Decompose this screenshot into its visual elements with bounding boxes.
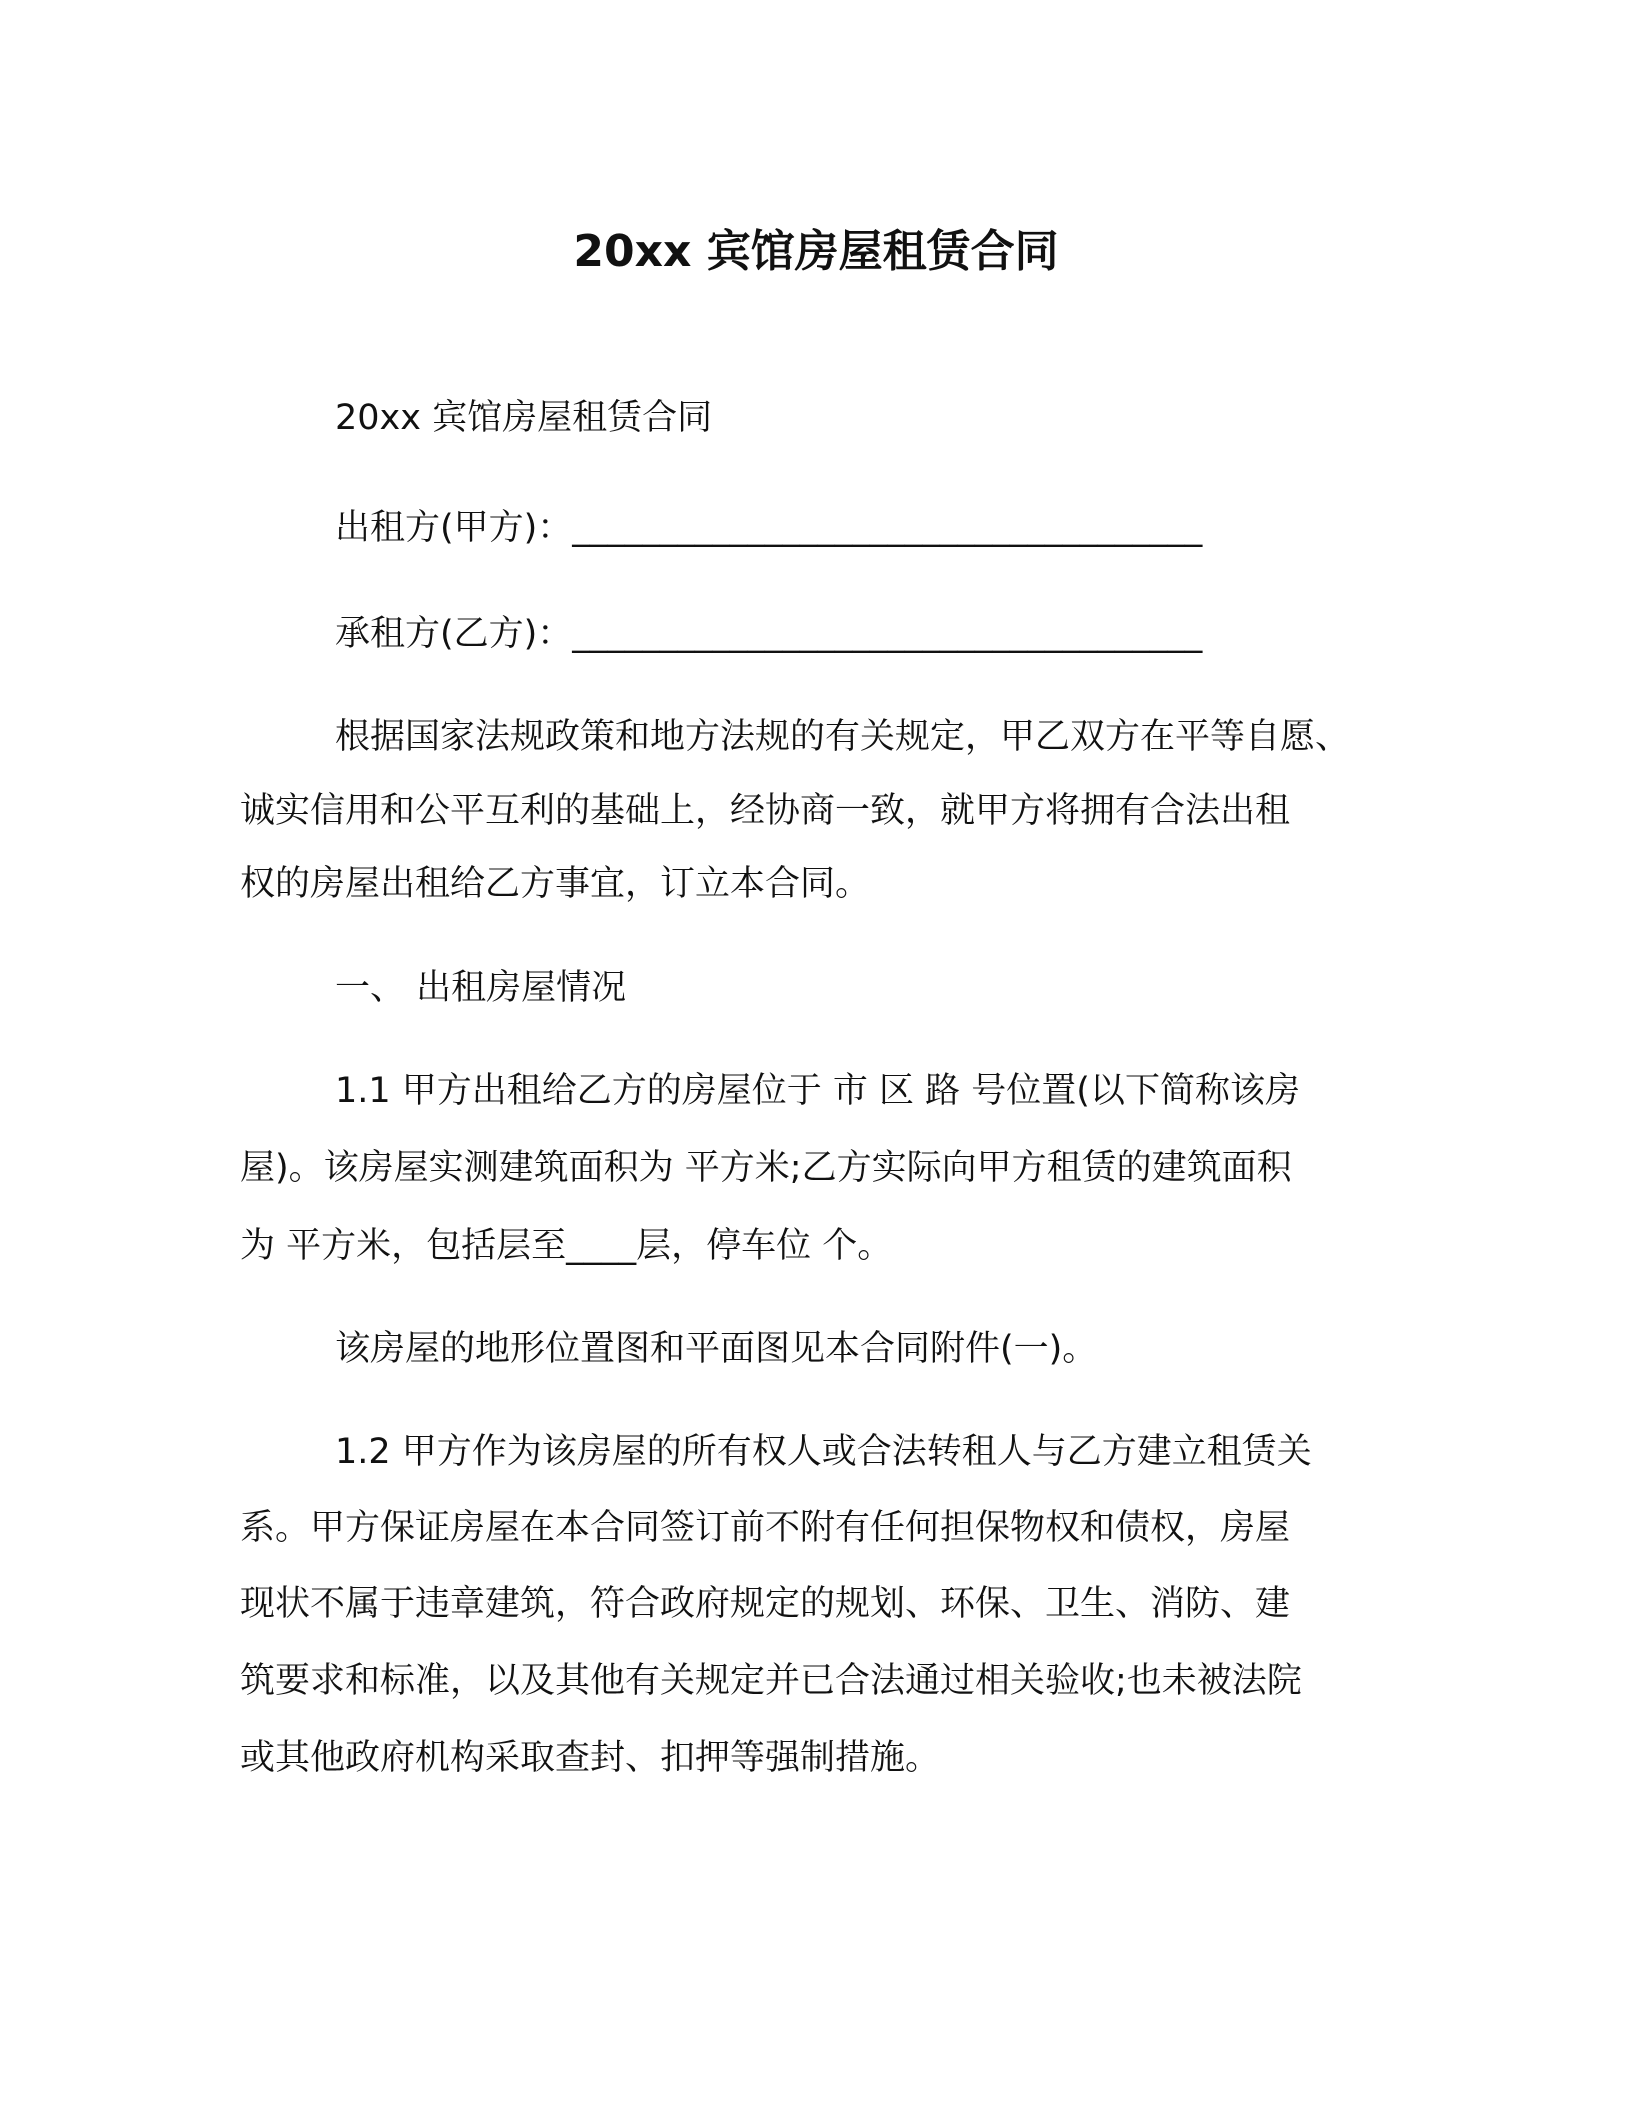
clause-1-1-line-1: 1.1 甲方出租给乙方的房屋位于 市 区 路 号位置(以下简称该房 <box>335 1071 1300 1111</box>
lessor-line: 出租方(甲方)：____________________________________ <box>335 508 1203 548</box>
clause-1-2-line-2: 系。甲方保证房屋在本合同签订前不附有任何担保物权和债权，房屋 <box>240 1508 1291 1548</box>
clause-1-2-line-1: 1.2 甲方作为该房屋的所有权人或合法转租人与乙方建立租赁关 <box>335 1432 1312 1472</box>
clause-1-1-line-3: 为 平方米，包括层至____层，停车位 个。 <box>240 1226 893 1266</box>
clause-1-1-line-2: 屋)。该房屋实测建筑面积为 平方米;乙方实际向甲方租赁的建筑面积 <box>240 1148 1292 1188</box>
preamble-line-1: 根据国家法规政策和地方法规的有关规定，甲乙双方在平等自愿、 <box>335 717 1351 757</box>
lessee-line: 承租方(乙方)：____________________________________ <box>335 614 1203 654</box>
preamble-line-2: 诚实信用和公平互利的基础上，经协商一致，就甲方将拥有合法出租 <box>240 791 1291 831</box>
document-title: 20xx 宾馆房屋租赁合同 <box>573 226 1059 277</box>
preamble-line-3: 权的房屋出租给乙方事宜，订立本合同。 <box>240 864 871 904</box>
document-subtitle: 20xx 宾馆房屋租赁合同 <box>335 398 713 438</box>
clause-1-2-line-4: 筑要求和标准，以及其他有关规定并已合法通过相关验收;也未被法院 <box>240 1661 1302 1701</box>
clause-1-1-note: 该房屋的地形位置图和平面图见本合同附件(一)。 <box>335 1329 1098 1369</box>
clause-1-2-line-5: 或其他政府机构采取查封、扣押等强制措施。 <box>240 1738 941 1778</box>
section-1-heading: 一、 出租房屋情况 <box>335 968 627 1008</box>
clause-1-2-line-3: 现状不属于违章建筑，符合政府规定的规划、环保、卫生、消防、建 <box>240 1584 1291 1624</box>
